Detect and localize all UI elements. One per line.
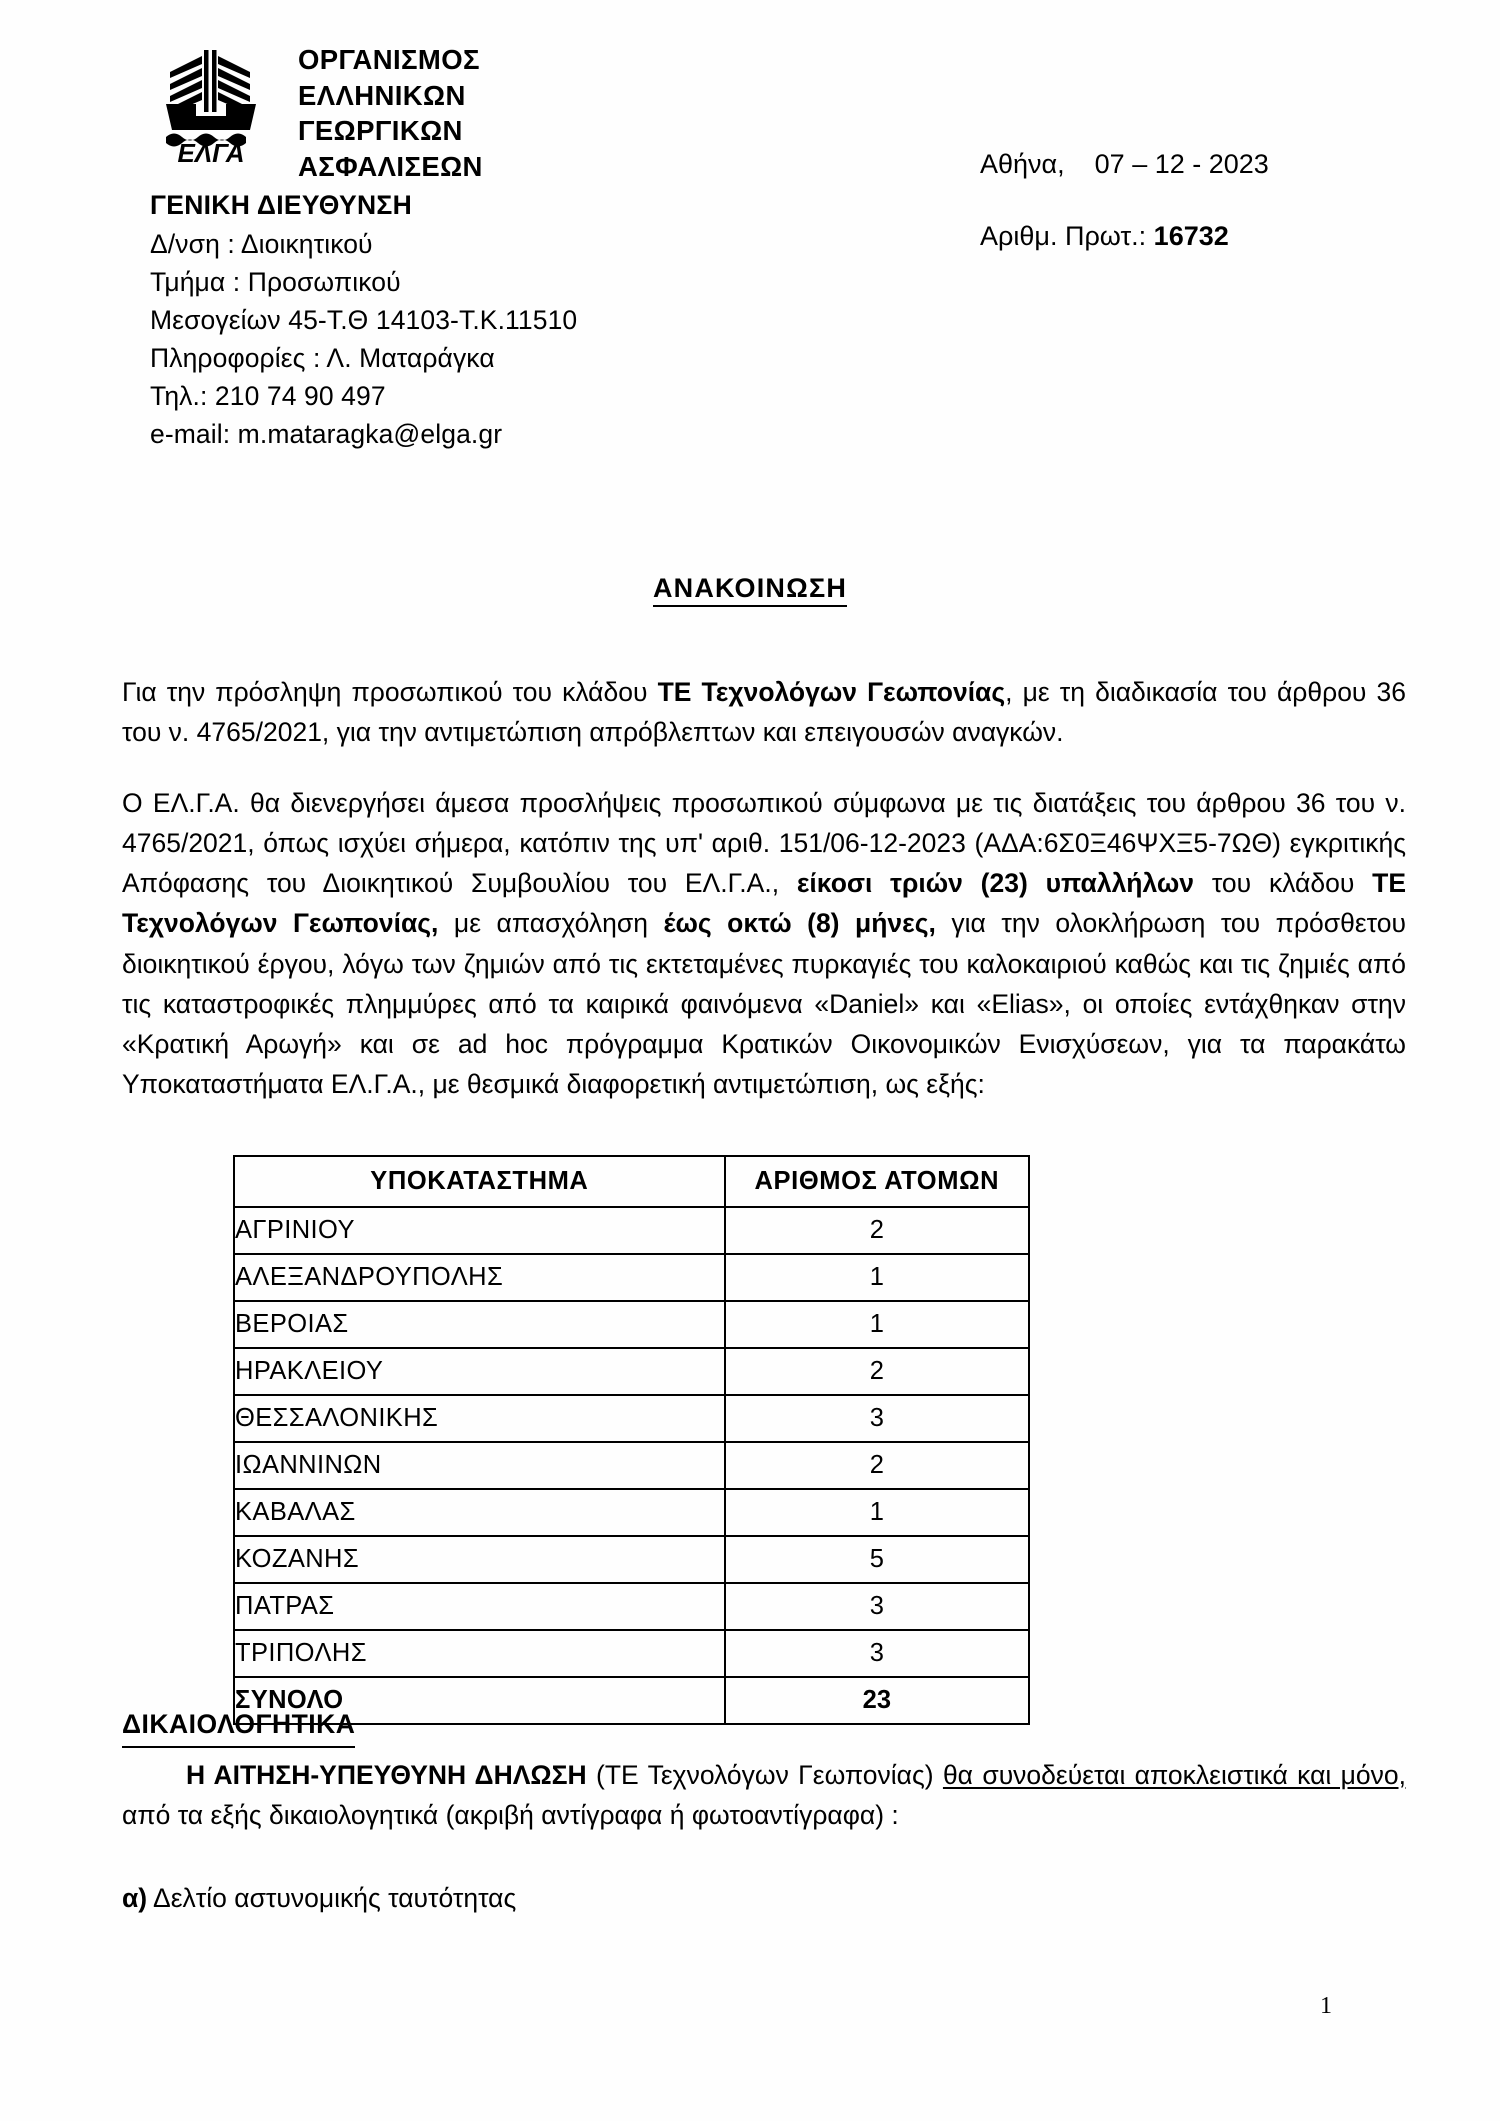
branch-count: 1 (725, 1301, 1029, 1348)
address-line: Μεσογείων 45-Τ.Θ 14103-Τ.Κ.11510 (150, 304, 578, 335)
protocol-number: 16732 (1153, 220, 1229, 251)
branch-name: ΤΡΙΠΟΛΗΣ (234, 1630, 725, 1677)
table-row (234, 1630, 1029, 1677)
p1-bold-specialty: ΤΕ Τεχνολόγων Γεωπονίας (657, 677, 1006, 707)
branch-name: ΑΓΡΙΝΙΟΥ (234, 1207, 725, 1254)
page-title (0, 573, 1500, 604)
application-declaration-label: Η ΑΙΤΗΣΗ-ΥΠΕΥΘΥΝΗ ΔΗΛΩΣΗ (186, 1759, 587, 1790)
info-contact-line: Πληροφορίες : Λ. Ματαράγκα (150, 343, 495, 374)
paragraph-2 (122, 783, 1406, 1105)
org-line-4: ΑΣΦΑΛΙΣΕΩΝ (298, 150, 483, 182)
documents-intro-underlined: θα συνοδεύεται αποκλειστικά και μόνο, (942, 1759, 1406, 1790)
branches-table-wrapper (233, 1155, 1030, 1725)
total-label: ΣΥΝΟΛΟ (234, 1677, 725, 1724)
document-body (122, 672, 1406, 1105)
p2-bold-specialty: ΤΕ Τεχνολόγων Γεωπονίας, (122, 868, 1407, 939)
branch-count: 5 (725, 1536, 1029, 1583)
documents-intro-mid: (ΤΕ Τεχνολόγων Γεωπονίας) (586, 1759, 943, 1790)
table-row (234, 1348, 1029, 1395)
branch-name: ΠΑΤΡΑΣ (234, 1583, 725, 1630)
p2-part1: Ο ΕΛ.Γ.Α. θα διενεργήσει άμεσα προσλήψεις προσωπικού σύμφωνα με τις διατάξεις του άρθρου 36 του ν. 4765/2021, όπως ισχύει σήμερα, κατόπιν της υπ' αριθ. 151/06-12-2023 (ΑΔΑ:6Σ0Ξ46ΨΧΞ5-7ΩΘ) εγκριτικής Απόφασης του Διοικητικού Συμβουλίου του ΕΛ.Γ.Α., (122, 787, 1406, 899)
item-a-label: α) (122, 1883, 148, 1914)
p2-part2: του κλάδου (1194, 868, 1373, 899)
document-item-a (122, 1879, 1406, 1919)
city-date: Αθήνα, 07 – 12 - 2023 (980, 149, 1269, 179)
branch-name: ΒΕΡΟΙΑΣ (234, 1301, 725, 1348)
branch-count: 3 (725, 1583, 1029, 1630)
phone-line: Τηλ.: 210 74 90 497 (150, 381, 386, 412)
org-line-2: ΕΛΛΗΝΙΚΩΝ (298, 79, 466, 111)
table-row (234, 1395, 1029, 1442)
org-line-1: ΟΡΓΑΝΙΣΜΟΣ (298, 44, 480, 75)
department-line: Τμήμα : Προσωπικού (150, 266, 401, 297)
protocol-number-line (980, 222, 1269, 252)
required-documents-section (122, 1705, 1406, 1919)
p2-part4: για την ολοκλήρωση του πρόσθετου διοικητικού έργου, λόγω των ζημιών από τις εκτεταμένες πυρκαγιές του καλοκαιριού καθώς και τις ζημιές από τις καταστροφικές πλημμύρες από τα καιρικά φαινόμενα «Daniel» και «Elias», οι οποίες εντάχθηκαν στην «Κρατική Αρωγή» και σε ad hoc πρόγραμμα Κρατικών Οικονομικών Ενισχύσεων, για τα παρακάτω Υποκαταστήματα ΕΛ.Γ.Α., με θεσμικά διαφορετική αντιμετώπιση, ως εξής: (122, 908, 1407, 1100)
table-row (234, 1301, 1029, 1348)
branch-count: 3 (725, 1630, 1029, 1677)
organization-name (298, 38, 483, 184)
page-number: 1 (1320, 1993, 1332, 2019)
org-line-3: ΓΕΩΡΓΙΚΩΝ (298, 115, 463, 147)
protocol-label: Αριθμ. Πρωτ.: (980, 220, 1154, 251)
branch-count: 3 (725, 1395, 1029, 1442)
table-body (234, 1207, 1029, 1724)
documents-intro (122, 1756, 1406, 1836)
branch-count: 2 (725, 1348, 1029, 1395)
documents-intro-rest: από τα εξής δικαιολογητικά (ακριβή αντίγραφα ή φωτοαντίγραφα) : (122, 1799, 899, 1830)
branch-name: ΚΑΒΑΛΑΣ (234, 1489, 725, 1536)
p2-bold-employees: είκοσι τριών (23) υπαλλήλων (796, 868, 1195, 899)
email-line: e-mail: m.mataragka@elga.gr (150, 419, 503, 450)
documents-heading: ΔΙΚΑΙΟΛΟΓΗΤΙΚΑ (122, 1705, 355, 1748)
table-header-row (234, 1156, 1029, 1207)
date-protocol-block (980, 150, 1269, 251)
branch-count: 1 (725, 1254, 1029, 1301)
total-count: 23 (725, 1677, 1029, 1724)
branch-name: ΙΩΑΝΝΙΝΩΝ (234, 1442, 725, 1489)
paragraph-1 (122, 672, 1406, 753)
p1-part2: , με τη διαδικασία του άρθρου 36 του ν. 4765/2021, για την αντιμετώπιση απρόβλεπτων και επειγουσών αναγκών. (122, 677, 1406, 748)
table-row (234, 1254, 1029, 1301)
branch-name: ΘΕΣΣΑΛΟΝΙΚΗΣ (234, 1395, 725, 1442)
table-row (234, 1207, 1029, 1254)
page-title-text: ΑΝΑΚΟΙΝΩΣΗ (653, 573, 847, 607)
column-header-count: ΑΡΙΘΜΟΣ ΑΤΟΜΩΝ (725, 1156, 1029, 1207)
branch-name: ΑΛΕΞΑΝΔΡΟΥΠΟΛΗΣ (234, 1254, 725, 1301)
p2-part3: με απασχόληση (438, 908, 664, 939)
column-header-branch: ΥΠΟΚΑΤΑΣΤΗΜΑ (234, 1156, 725, 1207)
table-row (234, 1536, 1029, 1583)
svg-text:ΕΛΓΑ: ΕΛΓΑ (177, 138, 245, 164)
general-directorate: ΓΕΝΙΚΗ ΔΙΕΥΘΥΝΣΗ (150, 190, 413, 221)
branch-count: 2 (725, 1442, 1029, 1489)
branch-count: 2 (725, 1207, 1029, 1254)
direction-line: Δ/νση : Διοικητικού (150, 228, 373, 259)
branch-count: 1 (725, 1489, 1029, 1536)
p2-bold-duration: έως οκτώ (8) μήνες, (663, 908, 936, 939)
table-row (234, 1442, 1029, 1489)
item-a-text: Δελτίο αστυνομικής ταυτότητας (147, 1883, 517, 1914)
p1-part1: Για την πρόσληψη προσωπικού του κλάδου (122, 677, 658, 707)
table-row (234, 1583, 1029, 1630)
branch-name: ΗΡΑΚΛΕΙΟΥ (234, 1348, 725, 1395)
table-row (234, 1489, 1029, 1536)
branch-name: ΚΟΖΑΝΗΣ (234, 1536, 725, 1583)
branches-table (233, 1155, 1030, 1725)
elga-logo (150, 42, 272, 169)
